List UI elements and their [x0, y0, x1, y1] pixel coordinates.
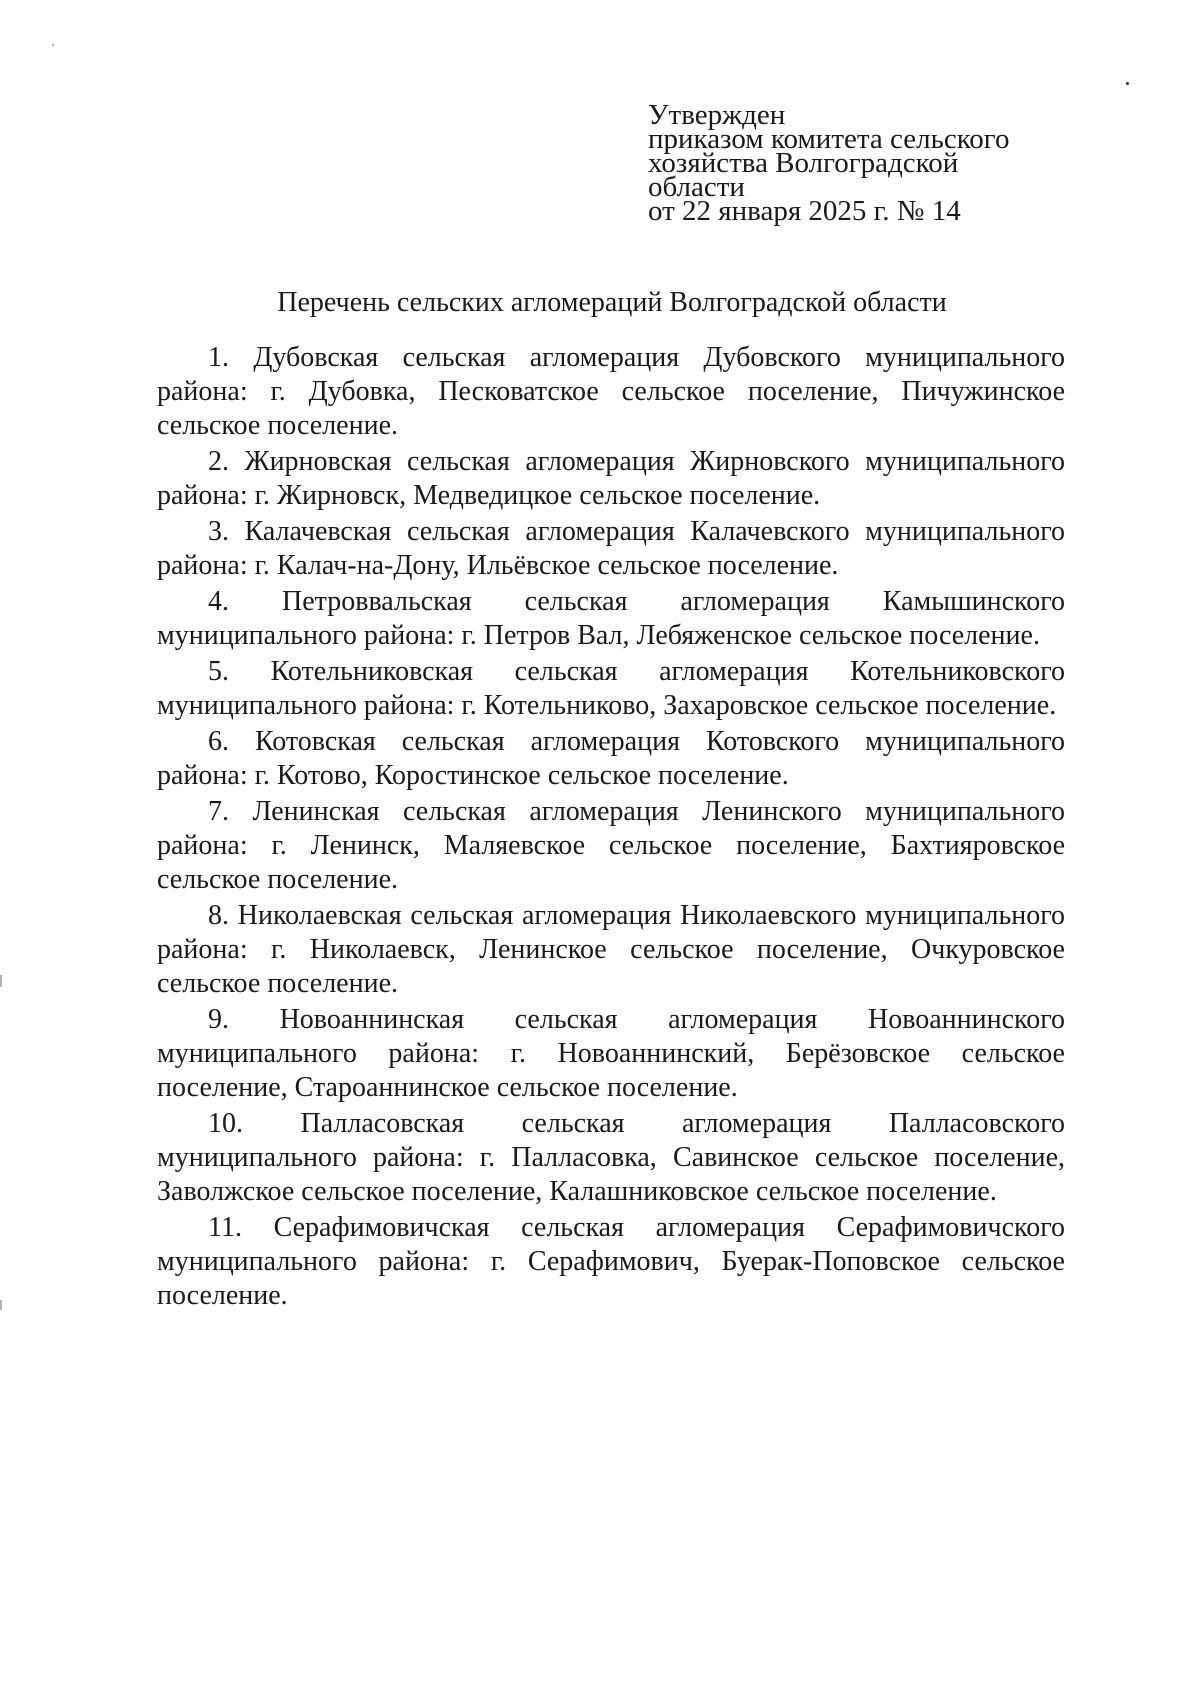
list-item: 9. Новоаннинская сельская агломерация Новоаннинского муниципального района: г. Новоаннинский, Берёзовское сельское поселение, Староаннинское сельское поселение.: [157, 1004, 1065, 1103]
list-item: 7. Ленинская сельская агломерация Ленинского муниципального района: г. Ленинск, Маляевское сельское поселение, Бахтияровское сельское поселение.: [157, 796, 1065, 895]
list-item: 5. Котельниковская сельская агломерация Котельниковского муниципального района: г. Котельниково, Захаровское сельское поселение.: [157, 656, 1065, 721]
document-title-text: Перечень сельских агломераций Волгоградской области: [277, 287, 947, 318]
approval-line: приказом комитета сельского: [648, 123, 1010, 155]
approval-line: области: [648, 171, 745, 203]
approval-line: от 22 января 2025 г. № 14: [648, 195, 961, 227]
list-item: 11. Серафимовичская сельская агломерация Серафимовичского муниципального района: г. Серафимович, Буерак-Поповское сельское поселение.: [157, 1212, 1065, 1311]
scan-speck: [52, 44, 54, 46]
scan-speck: [1126, 82, 1129, 85]
list-item: 8. Николаевская сельская агломерация Николаевского муниципального района: г. Николаевск, Ленинское сельское поселение, Очкуровское сельское поселение.: [157, 900, 1065, 999]
approval-line: хозяйства Волгоградской: [648, 147, 959, 179]
list-item: 6. Котовская сельская агломерация Котовского муниципального района: г. Котово, Коростинское сельское поселение.: [157, 726, 1065, 791]
scan-edge-mark: [0, 975, 2, 987]
list-item: 2. Жирновская сельская агломерация Жирновского муниципального района: г. Жирновск, Медведицкое сельское поселение.: [157, 446, 1065, 511]
list-item: 3. Калачевская сельская агломерация Калачевского муниципального района: г. Калач-на-Дону, Ильёвское сельское поселение.: [157, 516, 1065, 581]
list-item: 4. Петроввальская сельская агломерация Камышинского муниципального района: г. Петров Вал, Лебяженское сельское поселение.: [157, 586, 1065, 651]
document-title: [0, 286, 1200, 320]
list-item: 1. Дубовская сельская агломерация Дубовского муниципального района: г. Дубовка, Песковатское сельское поселение, Пичужинское сельское поселение.: [157, 342, 1065, 441]
scan-edge-mark: [0, 1300, 2, 1310]
list-item: 10. Палласовская сельская агломерация Палласовского муниципального района: г. Палласовка, Савинское сельское поселение, Заволжское сельское поселение, Калашниковское сельское поселение.: [157, 1108, 1065, 1207]
agglomeration-list: [157, 341, 1065, 1315]
approval-stamp: [648, 99, 1068, 227]
approval-line: Утвержден: [648, 99, 786, 131]
